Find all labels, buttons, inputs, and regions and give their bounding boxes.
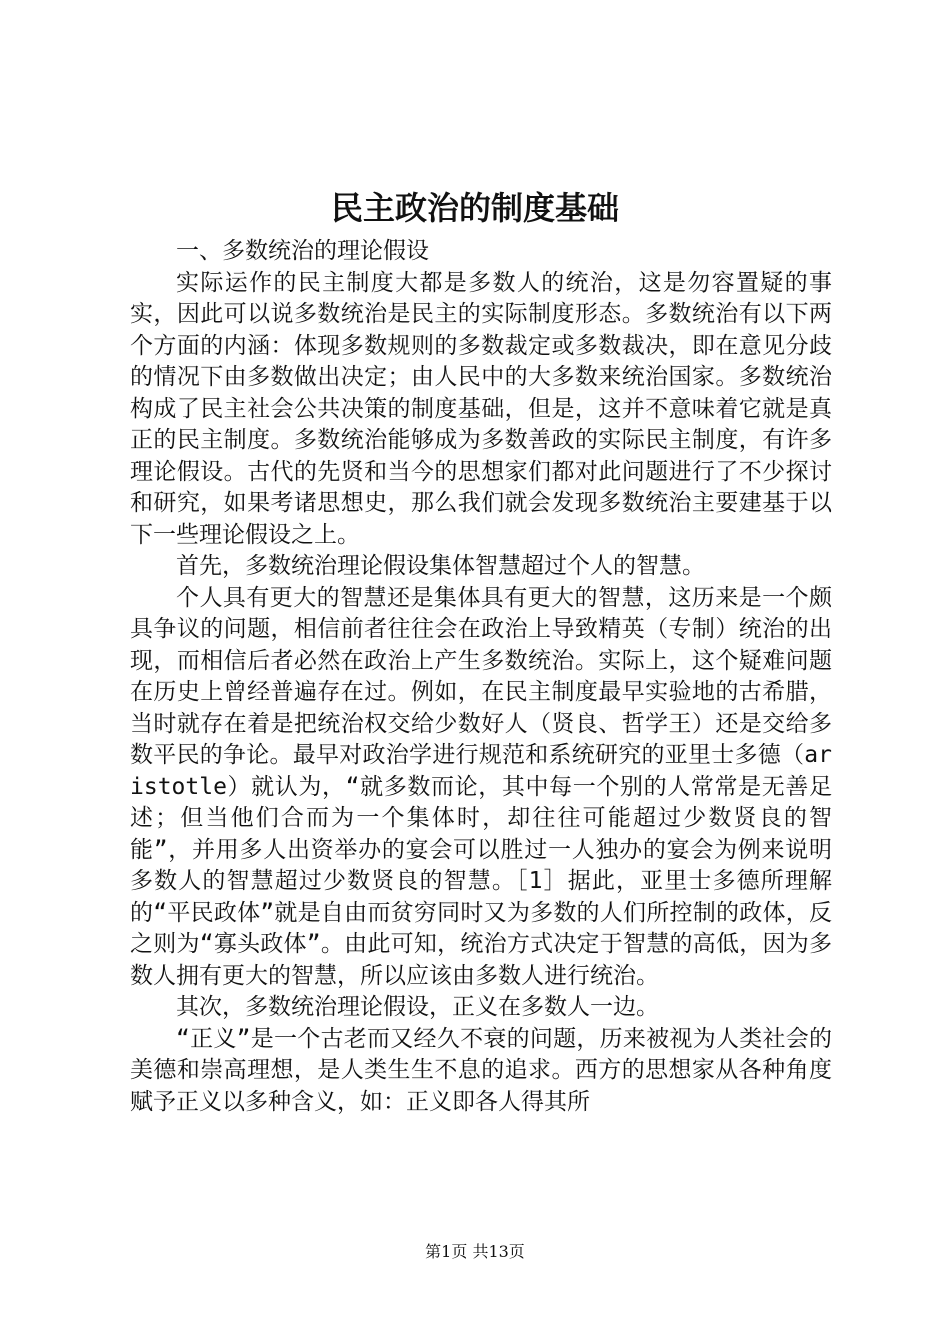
body-paragraph: 其次，多数统治理论假设，正义在多数人一边。 <box>176 994 659 1020</box>
body-paragraph: “正义”是一个古老而又经久不衰的问题，历来被视为人类社会的美德和崇高理想，是人类生生不息的追求。西方的思想家从各种角度赋予正义以多种含义，如：正义即各人得其所 <box>130 1025 832 1115</box>
body-paragraph: 首先，多数统治理论假设集体智慧超过个人的智慧。 <box>176 553 705 579</box>
body-paragraph: 实际运作的民主制度大都是多数人的统治，这是勿容置疑的事实，因此可以说多数统治是民主的实际制度形态。多数统治有以下两个方面的内涵：体现多数规则的多数裁定或多数裁决，即在意见分歧的情况下由多数做出决定；由人民中的大多数来统治国家。多数统治构成了民主社会公共决策的制度基础，但是，这并不意味着它就是真正的民主制度。多数统治能够成为多数善政的实际民主制度，有许多理论假设。古代的先贤和当今的思想家们都对此问题进行了不少探讨和研究，如果考诸思想史，那么我们就会发现多数统治主要建基于以下一些理论假设之上。 <box>130 269 832 548</box>
body-paragraph: 个人具有更大的智慧还是集体具有更大的智慧，这历来是一个颇具争议的问题，相信前者往往会在政治上导致精英（专制）统治的出现，而相信后者必然在政治上产生多数统治。实际上，这个疑难问题在历史上曾经普遍存在过。例如，在民主制度最早实验地的古希腊，当时就存在着是把统治权交给少数好人（贤良、哲学王）还是交给多数平民的争论。最早对政治学进行规范和系统研究的亚里士多德（aristotle）就认为，“就多数而论，其中每一个别的人常常是无善足述；但当他们合而为一个集体时，却往往可能超过少数贤良的智能”，并用多人出资举办的宴会可以胜过一人独办的宴会为例来说明多数人的智慧超过少数贤良的智慧。［1］据此，亚里士多德所理解的“平民政体”就是自由而贫穷同时又为多数的人们所控制的政体，反之则为“寡头政体”。由此可知，统治方式决定于智慧的高低，因为多数人拥有更大的智慧，所以应该由多数人进行统治。 <box>130 584 832 989</box>
page-footer: 第1页 共13页 <box>425 1242 525 1261</box>
section-heading: 一、多数统治的理论假设 <box>176 238 429 264</box>
document-title: 民主政治的制度基础 <box>330 189 619 227</box>
document-body <box>130 236 832 1118</box>
